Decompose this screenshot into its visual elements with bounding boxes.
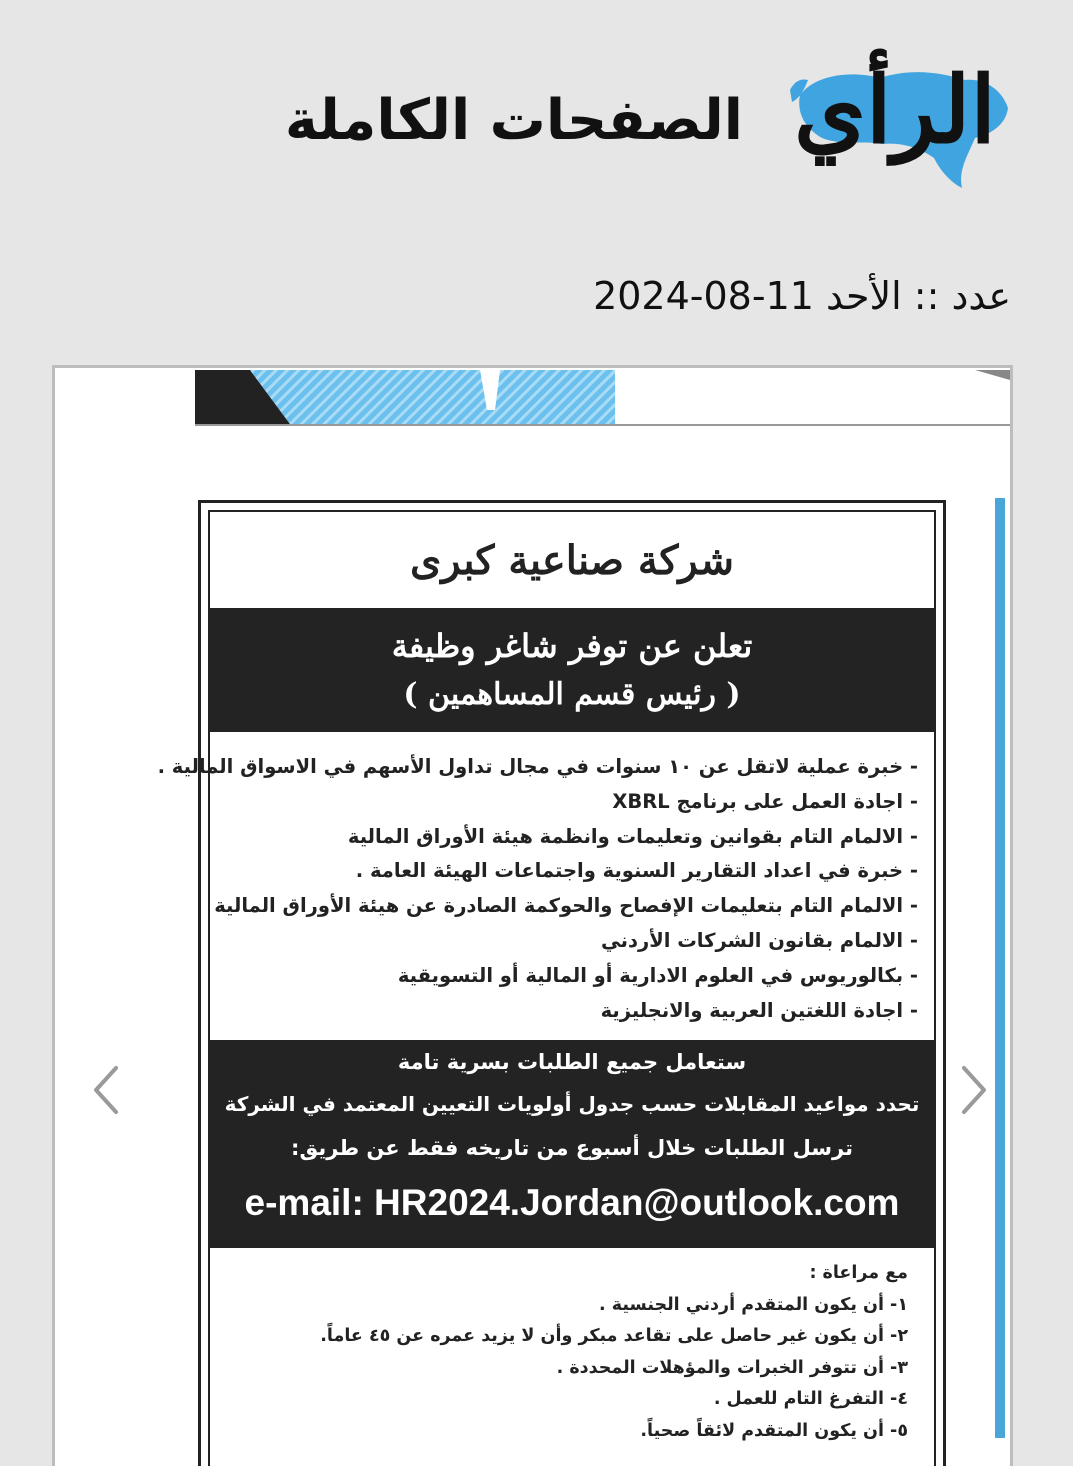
- ad-contact-band: [210, 1040, 934, 1248]
- job-advertisement: [157, 500, 946, 1466]
- issue-label: عدد :: الأحد: [826, 274, 1011, 318]
- ad-company: شركة صناعية كبرى: [409, 536, 735, 584]
- ad-confidential: ستعامل جميع الطلبات بسرية تامة: [397, 1050, 747, 1075]
- note-item: ٤- التفرغ التام للعمل .: [713, 1389, 908, 1410]
- requirement-item: - خبرة عملية لاتقل عن ١٠ سنوات في مجال تداول الأسهم في الاسواق المالية .: [157, 755, 918, 778]
- notes-title: مع مراعاة :: [809, 1263, 908, 1284]
- ad-notes: [210, 1248, 934, 1447]
- note-item: ٣- أن تتوفر الخبرات والمؤهلات المحددة .: [556, 1357, 908, 1378]
- ad-frame: [157, 510, 936, 1466]
- issue-info: [593, 274, 1011, 318]
- ad-announce-line2: ( رئيس قسم المساهمين ): [403, 677, 741, 712]
- ad-announce-line1: تعلن عن توفر شاغر وظيفة: [391, 627, 753, 665]
- page-top-banner: [195, 370, 1010, 428]
- next-page-button[interactable]: [952, 1060, 996, 1120]
- previous-page-button[interactable]: [84, 1060, 128, 1120]
- ad-email: e-mail: HR2024.Jordan@outlook.com: [244, 1182, 900, 1224]
- requirement-item: - الالمام بقانون الشركات الأردني: [600, 928, 918, 952]
- requirement-item: - اجادة اللغتين العربية والانجليزية: [600, 998, 918, 1022]
- note-item: ٢- أن يكون غير حاصل على تقاعد مبكر وأن لا يزيد عمره عن ٤٥ عاماً.: [320, 1326, 908, 1347]
- adjacent-page-edge: [995, 498, 1005, 1438]
- issue-date: 2024-08-11: [593, 274, 814, 318]
- page-title: الصفحات الكاملة: [284, 88, 743, 153]
- ad-send-instructions: ترسل الطلبات خلال أسبوع من تاريخه فقط عن طريق:: [291, 1136, 853, 1161]
- logo-wordmark: الرأي: [794, 56, 996, 164]
- site-logo[interactable]: [770, 20, 1020, 200]
- note-item: ٥- أن يكون المتقدم لائقاً صحياً.: [640, 1420, 908, 1441]
- ad-requirements: [157, 732, 934, 1034]
- requirement-item: - خبرة في اعداد التقارير السنوية واجتماعات الهيئة العامة .: [355, 859, 918, 883]
- requirement-item: - بكالوريوس في العلوم الادارية أو المالية أو التسويقية: [397, 963, 918, 987]
- note-item: ١- أن يكون المتقدم أردني الجنسية .: [599, 1294, 908, 1315]
- requirement-item: - الالمام التام بقوانين وتعليمات وانظمة هيئة الأوراق المالية: [347, 824, 918, 848]
- ad-announcement-band: [210, 608, 934, 732]
- requirement-item: - الالمام التام بتعليمات الإفصاح والحوكمة الصادرة عن هيئة الأوراق المالية: [214, 894, 918, 918]
- chevron-left-icon: [88, 1064, 124, 1116]
- requirement-item: - اجادة العمل على برنامج XBRL: [612, 789, 918, 813]
- page-viewer[interactable]: [52, 365, 1013, 1466]
- chevron-right-icon: [956, 1064, 992, 1116]
- ad-interviews: تحدد مواعيد المقابلات حسب جدول أولويات التعيين المعتمد في الشركة: [224, 1092, 920, 1117]
- site-header: [0, 0, 1073, 318]
